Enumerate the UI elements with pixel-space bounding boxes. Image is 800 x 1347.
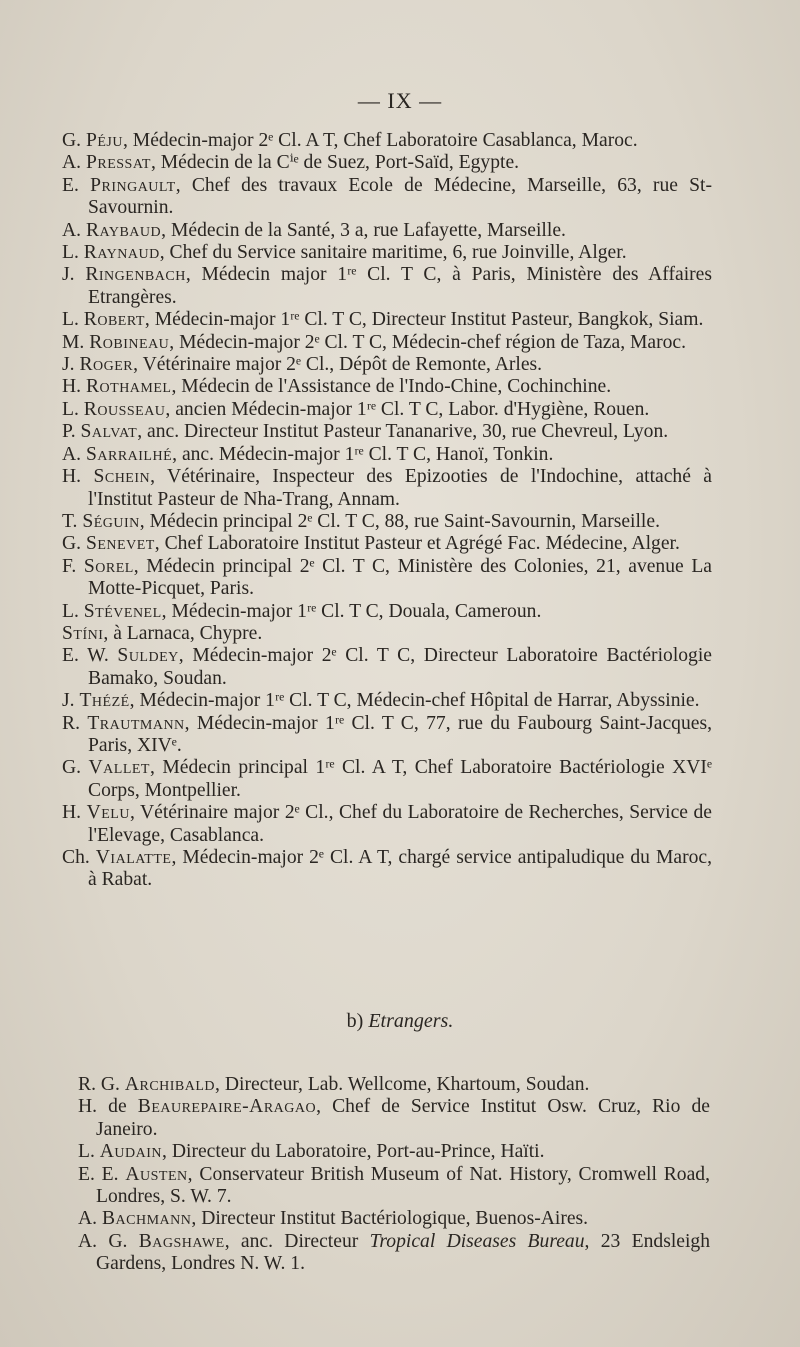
entry-initials: L. xyxy=(62,242,79,264)
entry-surname: Pressat xyxy=(85,152,151,174)
entry-initials: P. xyxy=(62,421,76,443)
entry-surname: Séguin xyxy=(82,510,140,532)
entry-initials: L. xyxy=(62,398,79,420)
entry-surname: Vallet xyxy=(88,757,150,779)
entry-surname: Senevet xyxy=(85,533,155,555)
entry-description: , Médecin-major 1ʳᵉ Cl. T C, 77, rue du Faubourg Saint-Jacques, Paris, XIVᵉ. xyxy=(88,712,712,756)
entry-surname: Audain xyxy=(99,1141,163,1163)
entry-description: , Médecin-major 2ᵉ Cl. A T, Chef Laboratoire Casablanca, Maroc. xyxy=(122,130,638,151)
entry-description-continued: , 23 Endsleigh Gardens, Londres N. W. 1. xyxy=(96,1230,710,1275)
entry-surname: Bachmann xyxy=(101,1208,192,1230)
list-item xyxy=(62,533,712,555)
list-item xyxy=(62,354,712,376)
list-item xyxy=(62,264,712,309)
list-item xyxy=(78,1231,710,1276)
list-item xyxy=(78,1208,710,1230)
entry-description: , Médecin-major 1ʳᵉ Cl. T C, Médecin-chef Hôpital de Harrar, Abyssinie. xyxy=(129,690,700,712)
entries-list-french xyxy=(62,130,712,892)
entry-surname: Suldey xyxy=(117,645,179,667)
entry-surname: Bagshawe xyxy=(138,1230,225,1252)
entry-description: , Médecin de la Cⁱᵉ de Suez, Port-Saïd, Egypte. xyxy=(150,152,520,174)
entry-surname: Raybaud xyxy=(85,219,162,241)
entry-surname: Pringault xyxy=(90,174,176,196)
list-item xyxy=(62,175,712,220)
entry-initials: E. E. xyxy=(78,1163,119,1185)
entry-initials: G. xyxy=(62,757,82,779)
entry-surname: Rousseau xyxy=(83,398,166,420)
list-item xyxy=(62,242,712,264)
entry-initials: H. xyxy=(62,466,82,488)
entry-description: , Médecin-major 2ᵉ Cl. T C, Médecin-chef région de Taza, Maroc. xyxy=(169,331,687,353)
entry-description: , Médecin-major 1ʳᵉ Cl. T C, Douala, Cameroun. xyxy=(161,600,542,622)
entry-description: , Directeur Institut Bactériologique, Buenos-Aires. xyxy=(191,1208,589,1230)
entry-surname: Salvat xyxy=(80,421,138,443)
entry-description: , Médecin de la Santé, 3 a, rue Lafayette, Marseille. xyxy=(161,219,566,241)
entry-surname: Trautmann xyxy=(87,712,185,734)
entry-surname: Ringenbach xyxy=(85,264,186,286)
entry-description: , anc. Médecin-major 1ʳᵉ Cl. T C, Hanoï, Tonkin. xyxy=(172,443,554,465)
entry-initials: G. xyxy=(62,533,82,555)
entry-italic-title: Tropical Diseases Bureau xyxy=(369,1230,585,1252)
entry-initials: J. xyxy=(62,354,75,376)
list-item xyxy=(62,399,712,421)
entry-description: , Vétérinaire major 2ᵉ Cl., Dépôt de Remonte, Arles. xyxy=(133,354,543,376)
entry-initials: H. xyxy=(62,376,82,398)
entry-surname: Vialatte xyxy=(95,847,172,868)
entry-initials: E. xyxy=(62,174,79,196)
entry-surname: Raynaud xyxy=(83,242,160,264)
entry-description: , Médecin principal 1ʳᵉ Cl. A T, Chef Laboratoire Bactériologie XVIᵉ Corps, Montpellier. xyxy=(88,757,712,801)
entry-surname: Thézé xyxy=(79,690,130,712)
entry-surname: Sarrailhé xyxy=(85,443,173,465)
entry-initials: G. xyxy=(62,130,82,151)
list-item xyxy=(62,690,712,712)
entry-surname: Péju xyxy=(85,130,123,151)
section-title: Etrangers. xyxy=(368,1010,454,1032)
entry-initials: L. xyxy=(62,600,79,622)
entry-initials: H. de xyxy=(78,1096,127,1118)
entry-surname: Robineau xyxy=(89,331,170,353)
entry-description: , anc. Directeur Institut Pasteur Tananarive, 30, rue Chevreul, Lyon. xyxy=(137,421,669,443)
list-item xyxy=(62,713,712,758)
entry-initials: T. xyxy=(62,510,78,532)
entry-description: , Médecin major 1ʳᵉ Cl. T C, à Paris, Ministère des Affaires Etrangères. xyxy=(88,264,712,308)
list-item xyxy=(62,220,712,242)
entry-description: , à Larnaca, Chypre. xyxy=(103,622,263,644)
list-item xyxy=(62,152,712,174)
entry-surname: Archibald xyxy=(124,1074,216,1095)
entry-initials: Ch. xyxy=(62,847,90,868)
list-item xyxy=(62,623,712,645)
entry-description: , Vétérinaire major 2ᵉ Cl., Chef du Laboratoire de Recherches, Service de l'Elevage, Casablanca. xyxy=(88,802,713,846)
entry-initials: M. xyxy=(62,331,85,353)
entry-description: , Médecin principal 2ᵉ Cl. T C, 88, rue Saint-Savournin, Marseille. xyxy=(139,510,660,532)
list-item xyxy=(62,802,712,847)
entry-initials: J. xyxy=(62,690,75,712)
list-item xyxy=(78,1141,710,1163)
entry-initials: L. xyxy=(78,1141,95,1163)
entry-description: , Médecin principal 2ᵉ Cl. T C, Ministère des Colonies, 21, avenue La Motte-Picquet, Paris. xyxy=(88,555,712,600)
list-item xyxy=(62,757,712,802)
entry-description: , Chef des travaux Ecole de Médecine, Marseille, 63, rue St-Savournin. xyxy=(88,174,712,219)
entry-description: , ancien Médecin-major 1ʳᵉ Cl. T C, Labor. d'Hygiène, Rouen. xyxy=(165,398,650,420)
entry-initials: L. xyxy=(62,309,79,331)
entry-description: , Directeur, Lab. Wellcome, Khartoum, Soudan. xyxy=(215,1074,590,1095)
list-item xyxy=(62,601,712,623)
entries-list-foreign xyxy=(78,1074,710,1276)
entry-initials: H. xyxy=(62,802,82,824)
entry-description: , Vétérinaire, Inspecteur des Epizooties de l'Indochine, attaché à l'Institut Pasteur de Nha-Trang, Annam. xyxy=(88,466,712,510)
entry-surname: Austen xyxy=(125,1163,188,1185)
entry-initials: R. xyxy=(62,712,80,734)
entry-description: , Médecin-major 1ʳᵉ Cl. T C, Directeur Institut Pasteur, Bangkok, Siam. xyxy=(144,309,704,331)
entry-surname: Stévenel xyxy=(83,600,162,622)
list-item xyxy=(62,130,712,152)
entry-description: , Médecin-major 2ᵉ Cl. T C, Directeur Laboratoire Bactériologie Bamako, Soudan. xyxy=(88,645,712,689)
entry-description: , Chef Laboratoire Institut Pasteur et Agrégé Fac. Médecine, Alger. xyxy=(154,533,680,555)
list-item xyxy=(62,466,712,511)
entry-description: , Chef de Service Institut Osw. Cruz, Rio de Janeiro. xyxy=(96,1096,710,1140)
entry-surname: Velu xyxy=(86,802,130,824)
entry-initials: E. W. xyxy=(62,645,109,667)
list-item xyxy=(62,847,712,892)
entry-initials: A. G. xyxy=(78,1230,128,1252)
entry-surname: Stíni xyxy=(62,622,104,644)
list-item xyxy=(62,376,712,398)
list-item xyxy=(62,309,712,331)
section-marker: b) xyxy=(346,1010,364,1032)
section-heading xyxy=(0,1010,800,1033)
entry-description: , Conservateur British Museum of Nat. History, Cromwell Road, Londres, S. W. 7. xyxy=(96,1163,710,1208)
list-item xyxy=(78,1096,710,1141)
entry-description: , Directeur du Laboratoire, Port-au-Prince, Haïti. xyxy=(162,1141,545,1163)
page-number: — IX — xyxy=(357,88,443,113)
entry-initials: A. xyxy=(62,443,82,465)
entry-surname: Rothamel xyxy=(85,376,172,398)
entry-initials: F. xyxy=(62,555,77,577)
entry-initials: A. xyxy=(62,152,82,174)
list-item xyxy=(62,332,712,354)
list-item xyxy=(62,421,712,443)
list-item xyxy=(62,511,712,533)
list-item xyxy=(78,1074,710,1096)
list-item xyxy=(78,1164,710,1209)
entry-description: , Chef du Service sanitaire maritime, 6, rue Joinville, Alger. xyxy=(159,242,627,264)
entry-surname: Beaurepaire-Aragao xyxy=(137,1096,317,1118)
entry-initials: R. G. xyxy=(78,1074,120,1095)
list-item xyxy=(62,556,712,601)
entry-description: , anc. Directeur xyxy=(224,1230,370,1252)
entry-initials: J. xyxy=(62,264,75,286)
entry-surname: Roger xyxy=(79,354,134,376)
entry-surname: Robert xyxy=(83,309,145,331)
entry-initials: A. xyxy=(62,219,82,241)
entry-initials: A. xyxy=(78,1208,98,1230)
entry-surname: Schein xyxy=(93,466,151,488)
list-item xyxy=(62,645,712,690)
list-item xyxy=(62,444,712,466)
entry-surname: Sorel xyxy=(83,555,134,577)
entry-description: , Médecin de l'Assistance de l'Indo-Chine, Cochinchine. xyxy=(171,376,612,398)
entry-description: , Médecin-major 2ᵉ Cl. A T, chargé service antipaludique du Maroc, à Rabat. xyxy=(88,847,712,891)
